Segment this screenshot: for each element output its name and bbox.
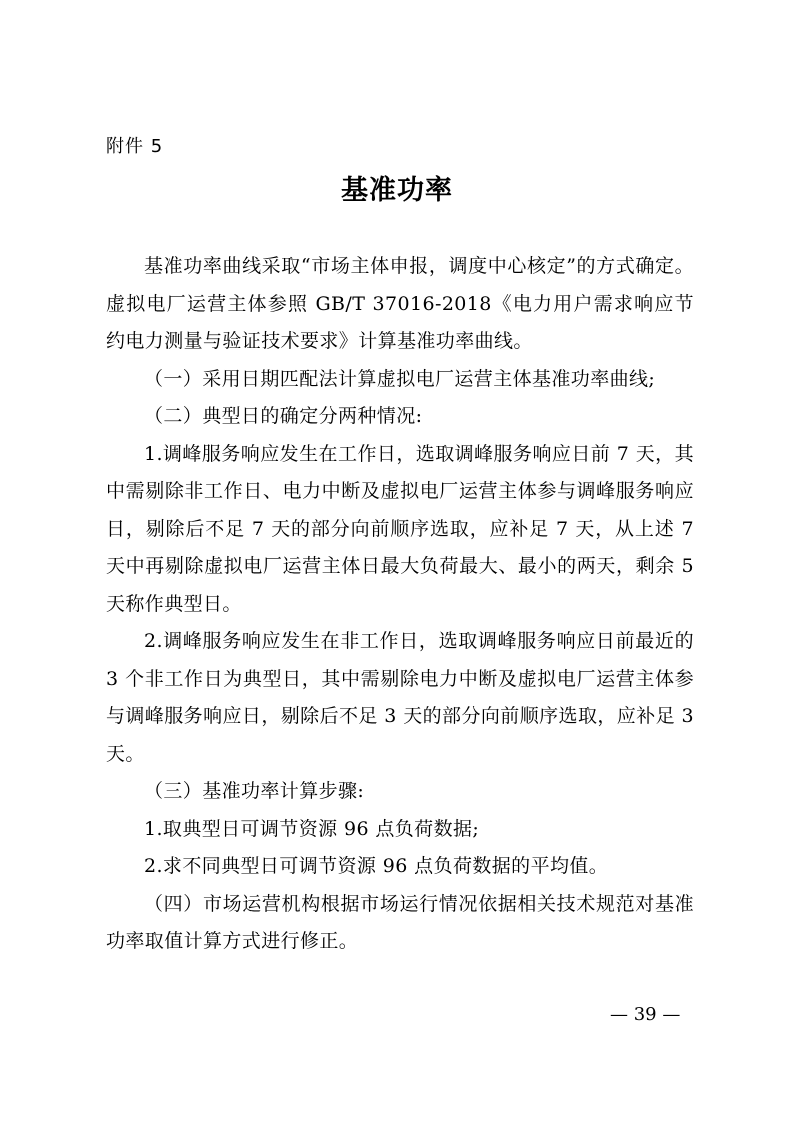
- item-one-paragraph: （一）采用日期匹配法计算虚拟电厂运营主体基准功率曲线;: [144, 367, 656, 390]
- item-two-case-one: 1.调峰服务响应发生在工作日，选取调峰服务响应日前 7 天，其中需剔除非工作日、电力中断及虚拟电厂运营主体参与调峰服务响应日，剔除后不足 7 天的部分向前顺序选取，应补足 7 天，从上述 7 天中再剔除虚拟电厂运营主体日最大负荷最大、最小的两天，剩余 5 天称作典型日。: [106, 442, 694, 615]
- item-three-paragraph: （三）基准功率计算步骤:: [144, 780, 365, 802]
- item-two-paragraph: （二）典型日的确定分两种情况:: [144, 405, 423, 427]
- item-three-step-two: 2.求不同典型日可调节资源 96 点负荷数据的平均值。: [144, 855, 609, 877]
- document-title: 基准功率: [341, 175, 453, 206]
- document-body: [106, 248, 694, 961]
- intro-paragraph: 基准功率曲线采取“市场主体申报，调度中心核定”的方式确定。虚拟电厂运营主体参照 GB/T 37016-2018《电力用户需求响应节约电力测量与验证技术要求》计算基准功率曲线。: [106, 255, 694, 352]
- attachment-label: 附件 5: [106, 136, 164, 157]
- item-four-paragraph: （四）市场运营机构根据市场运行情况依据相关技术规范对基准功率取值计算方式进行修正。: [106, 892, 694, 952]
- item-three-step-one: 1.取典型日可调节资源 96 点负荷数据;: [144, 817, 480, 840]
- page-number: — 39 —: [610, 1004, 681, 1025]
- item-two-case-two: 2.调峰服务响应发生在非工作日，选取调峰服务响应日前最近的 3 个非工作日为典型日，其中需剔除电力中断及虚拟电厂运营主体参与调峰服务响应日，剔除后不足 3 天的部分向前顺序选取，应补足 3 天。: [106, 630, 694, 765]
